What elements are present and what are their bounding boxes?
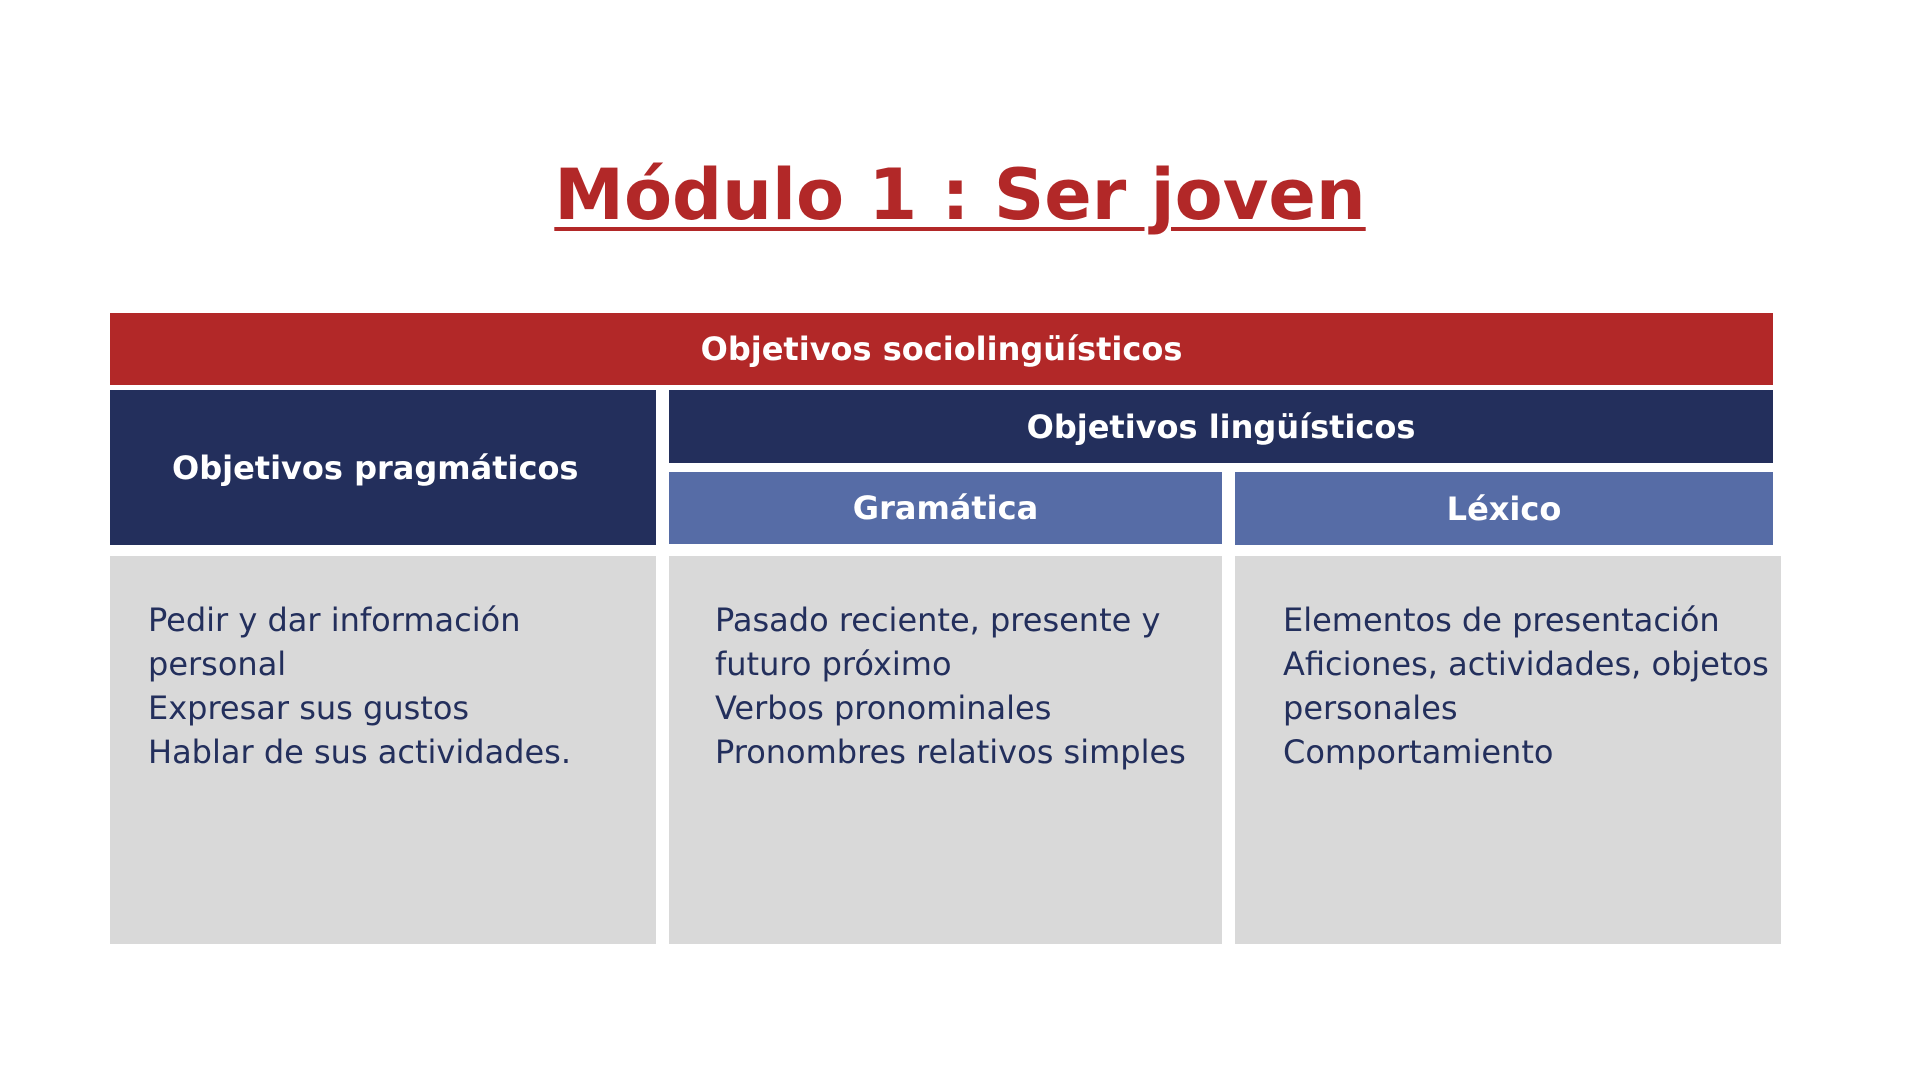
- pragmatic-objectives-header: [110, 390, 656, 545]
- slide-title: [0, 150, 1920, 240]
- lexicon-label: Léxico: [1446, 489, 1562, 528]
- list-item: Expresar sus gustos: [148, 689, 470, 727]
- slide-title-text: Módulo 1 : Ser joven: [554, 154, 1366, 236]
- sociolinguistic-objectives-header: [110, 313, 1773, 385]
- grammar-content: [669, 556, 1222, 944]
- sociolinguistic-objectives-label: Objetivos sociolingüísticos: [700, 330, 1183, 368]
- list-item: Comportamiento: [1283, 733, 1554, 771]
- list-item: Pedir y dar información: [148, 601, 521, 639]
- lexicon-header: [1235, 472, 1773, 545]
- list-item: Verbos pronominales: [715, 689, 1052, 727]
- list-item: personales: [1283, 689, 1458, 727]
- list-item: futuro próximo: [715, 645, 952, 683]
- list-item: Hablar de sus actividades.: [148, 733, 572, 771]
- grammar-label: Gramática: [852, 489, 1039, 527]
- list-item: Aficiones, actividades, objetos: [1283, 645, 1769, 683]
- pragmatic-objectives-label: Objetivos pragmáticos: [172, 448, 579, 487]
- list-item: personal: [148, 645, 287, 683]
- pragmatic-objectives-content: [110, 556, 656, 944]
- list-item: Elementos de presentación: [1283, 601, 1720, 639]
- grammar-header: [669, 472, 1222, 544]
- linguistic-objectives-header: [669, 390, 1773, 463]
- list-item: Pronombres relativos simples: [715, 733, 1186, 771]
- list-item: Pasado reciente, presente y: [715, 601, 1161, 639]
- lexicon-content: [1235, 556, 1781, 944]
- linguistic-objectives-label: Objetivos lingüísticos: [1026, 407, 1416, 446]
